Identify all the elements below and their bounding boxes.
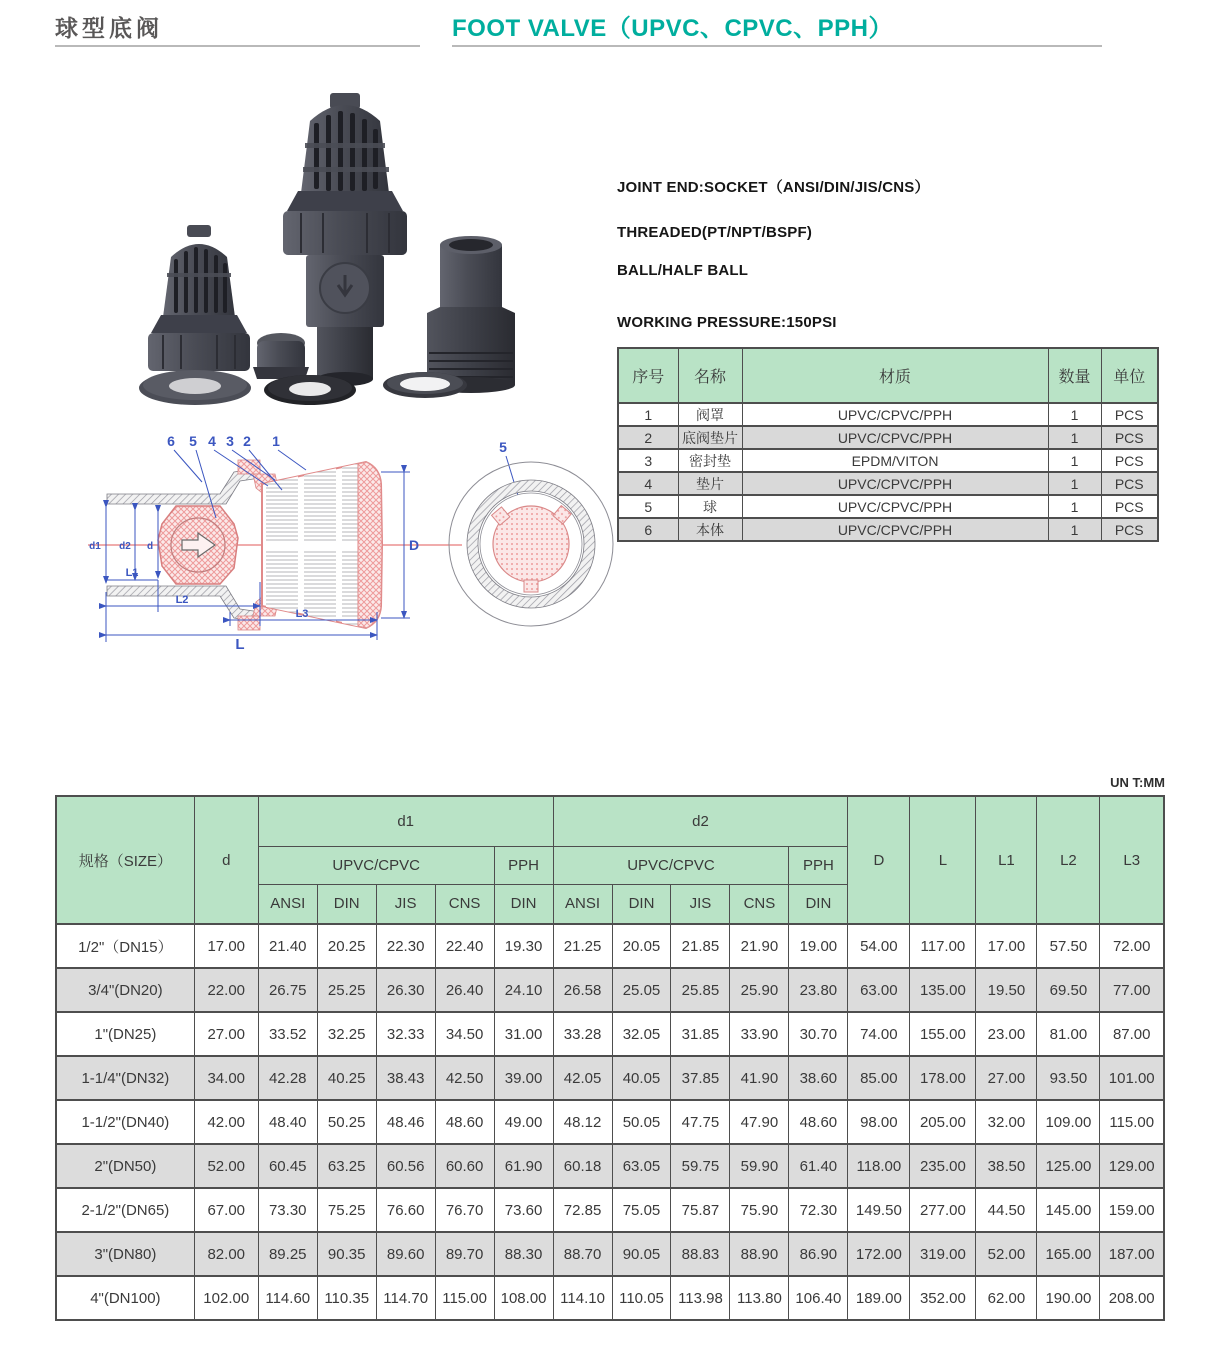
table-row <box>56 924 1164 968</box>
table-cell: 1-1/4"(DN32) <box>56 1056 194 1100</box>
table-cell: 3 <box>618 449 678 472</box>
callout-5: 5 <box>189 433 197 449</box>
dim-label-L3: L3 <box>295 608 309 620</box>
dim-std: DIN <box>612 884 671 924</box>
table-cell: 129.00 <box>1100 1144 1164 1188</box>
dim-col-L3: L3 <box>1100 796 1164 924</box>
dim-std: DIN <box>789 884 848 924</box>
table-cell: 19.00 <box>789 924 848 968</box>
table-cell: 73.30 <box>258 1188 317 1232</box>
table-cell: 阀罩 <box>678 403 742 426</box>
table-cell: 113.98 <box>671 1276 730 1320</box>
table-cell: 82.00 <box>194 1232 258 1276</box>
table-cell: 101.00 <box>1100 1056 1164 1100</box>
table-cell: 20.25 <box>317 924 376 968</box>
table-cell: 48.46 <box>376 1100 435 1144</box>
table-cell: 21.85 <box>671 924 730 968</box>
callout-3: 3 <box>226 433 234 449</box>
table-cell: 98.00 <box>848 1100 910 1144</box>
table-cell: 59.75 <box>671 1144 730 1188</box>
table-cell: 93.50 <box>1037 1056 1100 1100</box>
dim-std: CNS <box>730 884 789 924</box>
table-cell: 32.05 <box>612 1012 671 1056</box>
table-row <box>56 1100 1164 1144</box>
table-cell: 90.35 <box>317 1232 376 1276</box>
dim-label-L1: L1 <box>125 567 139 579</box>
parts-col-name: 名称 <box>678 348 742 403</box>
table-cell: 62.00 <box>976 1276 1037 1320</box>
table-cell: 61.90 <box>494 1144 553 1188</box>
table-cell: PCS <box>1101 403 1158 426</box>
table-row <box>56 1012 1164 1056</box>
table-cell: 1 <box>1048 518 1101 541</box>
table-cell: 187.00 <box>1100 1232 1164 1276</box>
table-cell: 24.10 <box>494 968 553 1012</box>
table-cell: 89.25 <box>258 1232 317 1276</box>
table-row <box>56 1276 1164 1320</box>
dim-std: CNS <box>435 884 494 924</box>
table-cell: 1/2"（DN15） <box>56 924 194 968</box>
page-title-en: FOOT VALVE（UPVC、CPVC、PPH） <box>452 15 893 42</box>
dim-mat-upvc-1: UPVC/CPVC <box>258 846 494 884</box>
callout-4: 4 <box>208 433 216 449</box>
table-cell: 17.00 <box>194 924 258 968</box>
dim-group-d2: d2 <box>553 796 848 846</box>
table-cell: 63.05 <box>612 1144 671 1188</box>
table-cell: 114.10 <box>553 1276 612 1320</box>
table-cell: 21.90 <box>730 924 789 968</box>
gaskets-photo <box>139 370 467 405</box>
table-cell: 319.00 <box>910 1232 976 1276</box>
table-cell: 2 <box>618 426 678 449</box>
table-cell: 61.40 <box>789 1144 848 1188</box>
table-cell: 76.70 <box>435 1188 494 1232</box>
table-cell: UPVC/CPVC/PPH <box>742 472 1048 495</box>
table-cell: 48.40 <box>258 1100 317 1144</box>
table-cell: 2"(DN50) <box>56 1144 194 1188</box>
table-cell: 球 <box>678 495 742 518</box>
table-cell: 60.56 <box>376 1144 435 1188</box>
table-cell: PCS <box>1101 449 1158 472</box>
table-cell: 90.05 <box>612 1232 671 1276</box>
table-cell: 106.40 <box>789 1276 848 1320</box>
dim-label-d2: d2 <box>119 541 131 552</box>
table-cell: 208.00 <box>1100 1276 1164 1320</box>
dim-col-d: d <box>194 796 258 924</box>
adapter-photo <box>427 236 515 393</box>
table-cell: 118.00 <box>848 1144 910 1188</box>
dim-table-body <box>56 924 1164 1320</box>
table-cell: 67.00 <box>194 1188 258 1232</box>
table-cell: 115.00 <box>435 1276 494 1320</box>
table-cell: 38.60 <box>789 1056 848 1100</box>
table-cell: 190.00 <box>1037 1276 1100 1320</box>
table-cell: PCS <box>1101 472 1158 495</box>
table-cell: 42.28 <box>258 1056 317 1100</box>
table-cell: 1 <box>618 403 678 426</box>
table-cell: 57.50 <box>1037 924 1100 968</box>
end-view <box>449 462 613 626</box>
table-row <box>56 1188 1164 1232</box>
table-cell: 2-1/2"(DN65) <box>56 1188 194 1232</box>
table-cell: 31.00 <box>494 1012 553 1056</box>
table-cell: UPVC/CPVC/PPH <box>742 426 1048 449</box>
dim-label-L: L <box>235 636 245 653</box>
table-cell: 52.00 <box>976 1232 1037 1276</box>
dim-col-L2: L2 <box>1037 796 1100 924</box>
table-cell: 172.00 <box>848 1232 910 1276</box>
table-row <box>56 1232 1164 1276</box>
table-cell: 155.00 <box>910 1012 976 1056</box>
table-cell: 密封垫 <box>678 449 742 472</box>
table-cell: 87.00 <box>1100 1012 1164 1056</box>
table-cell: 63.25 <box>317 1144 376 1188</box>
table-cell: 1 <box>1048 403 1101 426</box>
dim-col-D: D <box>848 796 910 924</box>
table-cell: 89.60 <box>376 1232 435 1276</box>
table-cell: 47.90 <box>730 1100 789 1144</box>
table-cell: 41.90 <box>730 1056 789 1100</box>
table-cell: 26.30 <box>376 968 435 1012</box>
table-cell: 33.52 <box>258 1012 317 1056</box>
table-cell: 1 <box>1048 426 1101 449</box>
table-cell: 110.05 <box>612 1276 671 1320</box>
table-cell: 3"(DN80) <box>56 1232 194 1276</box>
table-cell: 25.25 <box>317 968 376 1012</box>
table-cell: 72.85 <box>553 1188 612 1232</box>
dim-header-row-1 <box>56 796 1164 846</box>
table-cell: 42.50 <box>435 1056 494 1100</box>
table-cell: 75.87 <box>671 1188 730 1232</box>
table-cell: 81.00 <box>1037 1012 1100 1056</box>
unit-note: UN T:MM <box>1110 775 1165 790</box>
table-cell: 27.00 <box>976 1056 1037 1100</box>
dim-mat-pph-1: PPH <box>494 846 553 884</box>
table-cell: 4"(DN100) <box>56 1276 194 1320</box>
callout-6: 6 <box>167 433 175 449</box>
table-row <box>618 518 1158 541</box>
table-cell: 23.00 <box>976 1012 1037 1056</box>
table-cell: 本体 <box>678 518 742 541</box>
table-cell: 60.18 <box>553 1144 612 1188</box>
table-cell: 17.00 <box>976 924 1037 968</box>
table-cell: 1 <box>1048 495 1101 518</box>
product-photo <box>95 85 525 410</box>
table-cell: 114.60 <box>258 1276 317 1320</box>
valve-small-photo <box>148 225 250 371</box>
table-cell: 54.00 <box>848 924 910 968</box>
table-cell: 22.40 <box>435 924 494 968</box>
dim-col-size: 规格（SIZE） <box>56 796 194 924</box>
table-cell: 19.50 <box>976 968 1037 1012</box>
parts-col-unit: 单位 <box>1101 348 1158 403</box>
dim-std: JIS <box>376 884 435 924</box>
parts-table-header-row <box>618 348 1158 403</box>
table-cell: 75.05 <box>612 1188 671 1232</box>
table-row <box>56 1144 1164 1188</box>
table-cell: 44.50 <box>976 1188 1037 1232</box>
parts-col-qty: 数量 <box>1048 348 1101 403</box>
table-cell: 25.85 <box>671 968 730 1012</box>
table-cell: 34.50 <box>435 1012 494 1056</box>
table-cell: 60.60 <box>435 1144 494 1188</box>
table-cell: 115.00 <box>1100 1100 1164 1144</box>
table-cell: 25.05 <box>612 968 671 1012</box>
callout-1: 1 <box>272 433 280 449</box>
table-cell: 垫片 <box>678 472 742 495</box>
dim-label-D: D <box>408 537 420 553</box>
table-cell: 30.70 <box>789 1012 848 1056</box>
table-cell: 26.58 <box>553 968 612 1012</box>
table-cell: 352.00 <box>910 1276 976 1320</box>
table-cell: 205.00 <box>910 1100 976 1144</box>
table-cell: 23.80 <box>789 968 848 1012</box>
table-cell: 1 <box>1048 449 1101 472</box>
table-cell: 235.00 <box>910 1144 976 1188</box>
table-cell: 149.50 <box>848 1188 910 1232</box>
table-row <box>618 495 1158 518</box>
spec-pressure: WORKING PRESSURE:150PSI <box>617 314 837 331</box>
table-cell: 76.60 <box>376 1188 435 1232</box>
table-row <box>618 403 1158 426</box>
table-row <box>56 1056 1164 1100</box>
table-cell: 37.85 <box>671 1056 730 1100</box>
table-cell: 89.70 <box>435 1232 494 1276</box>
table-cell: 117.00 <box>910 924 976 968</box>
dim-col-L: L <box>910 796 976 924</box>
parts-table-body <box>618 403 1158 541</box>
parts-col-no: 序号 <box>618 348 678 403</box>
table-cell: 165.00 <box>1037 1232 1100 1276</box>
table-cell: 113.80 <box>730 1276 789 1320</box>
table-cell: 114.70 <box>376 1276 435 1320</box>
table-cell: 63.00 <box>848 968 910 1012</box>
table-cell: PCS <box>1101 518 1158 541</box>
table-cell: 49.00 <box>494 1100 553 1144</box>
table-cell: 22.00 <box>194 968 258 1012</box>
table-cell: 40.25 <box>317 1056 376 1100</box>
dim-std: JIS <box>671 884 730 924</box>
table-cell: 4 <box>618 472 678 495</box>
table-cell: 25.90 <box>730 968 789 1012</box>
spec-joint-end: JOINT END:SOCKET（ANSI/DIN/JIS/CNS） <box>617 179 930 196</box>
table-cell: 189.00 <box>848 1276 910 1320</box>
dim-label-d1: d1 <box>89 541 101 552</box>
dim-mat-pph-2: PPH <box>789 846 848 884</box>
table-cell: 108.00 <box>494 1276 553 1320</box>
table-cell: 21.40 <box>258 924 317 968</box>
table-cell: 19.30 <box>494 924 553 968</box>
dim-label-d: d <box>146 541 154 552</box>
table-row <box>618 449 1158 472</box>
table-cell: 48.60 <box>435 1100 494 1144</box>
table-cell: 72.00 <box>1100 924 1164 968</box>
table-cell: 22.30 <box>376 924 435 968</box>
table-cell: EPDM/VITON <box>742 449 1048 472</box>
technical-drawing <box>70 422 620 672</box>
table-row <box>56 968 1164 1012</box>
table-cell: UPVC/CPVC/PPH <box>742 495 1048 518</box>
table-cell: 48.60 <box>789 1100 848 1144</box>
table-cell: 26.75 <box>258 968 317 1012</box>
table-cell: 27.00 <box>194 1012 258 1056</box>
table-cell: PCS <box>1101 495 1158 518</box>
table-cell: 40.05 <box>612 1056 671 1100</box>
table-cell: 39.00 <box>494 1056 553 1100</box>
table-cell: 74.00 <box>848 1012 910 1056</box>
dim-label-L2: L2 <box>175 594 189 606</box>
table-cell: 33.90 <box>730 1012 789 1056</box>
dim-group-d1: d1 <box>258 796 553 846</box>
table-cell: 277.00 <box>910 1188 976 1232</box>
table-cell: 33.28 <box>553 1012 612 1056</box>
table-cell: 6 <box>618 518 678 541</box>
table-cell: 1"(DN25) <box>56 1012 194 1056</box>
table-cell: 72.30 <box>789 1188 848 1232</box>
table-cell: 59.90 <box>730 1144 789 1188</box>
table-cell: 88.83 <box>671 1232 730 1276</box>
table-cell: 3/4"(DN20) <box>56 968 194 1012</box>
table-cell: 42.05 <box>553 1056 612 1100</box>
parts-table <box>617 347 1159 542</box>
table-cell: 125.00 <box>1037 1144 1100 1188</box>
spec-threaded: THREADED(PT/NPT/BSPF) <box>617 224 813 241</box>
header-divider-left <box>55 45 420 47</box>
table-cell: 88.30 <box>494 1232 553 1276</box>
spec-ball: BALL/HALF BALL <box>617 262 749 279</box>
table-cell: 5 <box>618 495 678 518</box>
table-cell: 75.25 <box>317 1188 376 1232</box>
dimension-table <box>55 795 1165 1321</box>
table-cell: 102.00 <box>194 1276 258 1320</box>
table-cell: 31.85 <box>671 1012 730 1056</box>
table-cell: 47.75 <box>671 1100 730 1144</box>
table-row <box>618 472 1158 495</box>
table-cell: 48.12 <box>553 1100 612 1144</box>
table-cell: 75.90 <box>730 1188 789 1232</box>
table-cell: 38.43 <box>376 1056 435 1100</box>
table-cell: UPVC/CPVC/PPH <box>742 403 1048 426</box>
table-cell: 60.45 <box>258 1144 317 1188</box>
table-cell: 50.05 <box>612 1100 671 1144</box>
callout-2: 2 <box>243 433 251 449</box>
table-cell: 底阀垫片 <box>678 426 742 449</box>
table-cell: 109.00 <box>1037 1100 1100 1144</box>
parts-col-material: 材质 <box>742 348 1048 403</box>
table-cell: 32.25 <box>317 1012 376 1056</box>
table-cell: 52.00 <box>194 1144 258 1188</box>
table-cell: 85.00 <box>848 1056 910 1100</box>
dim-std: DIN <box>317 884 376 924</box>
table-cell: 73.60 <box>494 1188 553 1232</box>
dim-std: ANSI <box>553 884 612 924</box>
table-cell: 50.25 <box>317 1100 376 1144</box>
table-cell: 110.35 <box>317 1276 376 1320</box>
table-cell: 88.90 <box>730 1232 789 1276</box>
table-row <box>618 426 1158 449</box>
table-cell: 178.00 <box>910 1056 976 1100</box>
table-cell: 145.00 <box>1037 1188 1100 1232</box>
table-cell: 69.50 <box>1037 968 1100 1012</box>
table-cell: 32.33 <box>376 1012 435 1056</box>
table-cell: 34.00 <box>194 1056 258 1100</box>
cap-photo <box>253 333 309 379</box>
table-cell: 135.00 <box>910 968 976 1012</box>
table-cell: 42.00 <box>194 1100 258 1144</box>
dim-std: ANSI <box>258 884 317 924</box>
table-cell: 159.00 <box>1100 1188 1164 1232</box>
table-cell: 26.40 <box>435 968 494 1012</box>
page-title-cn: 球型底阀 <box>55 15 163 41</box>
valve-ball-section <box>158 506 238 584</box>
table-cell: 32.00 <box>976 1100 1037 1144</box>
table-cell: PCS <box>1101 426 1158 449</box>
dim-mat-upvc-2: UPVC/CPVC <box>553 846 789 884</box>
table-cell: 1-1/2"(DN40) <box>56 1100 194 1144</box>
table-cell: 88.70 <box>553 1232 612 1276</box>
dim-std: DIN <box>494 884 553 924</box>
table-cell: 38.50 <box>976 1144 1037 1188</box>
dim-col-L1: L1 <box>976 796 1037 924</box>
table-cell: 86.90 <box>789 1232 848 1276</box>
table-cell: 20.05 <box>612 924 671 968</box>
header-divider-right <box>452 45 1102 47</box>
table-cell: 77.00 <box>1100 968 1164 1012</box>
callout-5-side: 5 <box>499 439 507 455</box>
table-cell: 1 <box>1048 472 1101 495</box>
table-cell: 21.25 <box>553 924 612 968</box>
table-cell: UPVC/CPVC/PPH <box>742 518 1048 541</box>
